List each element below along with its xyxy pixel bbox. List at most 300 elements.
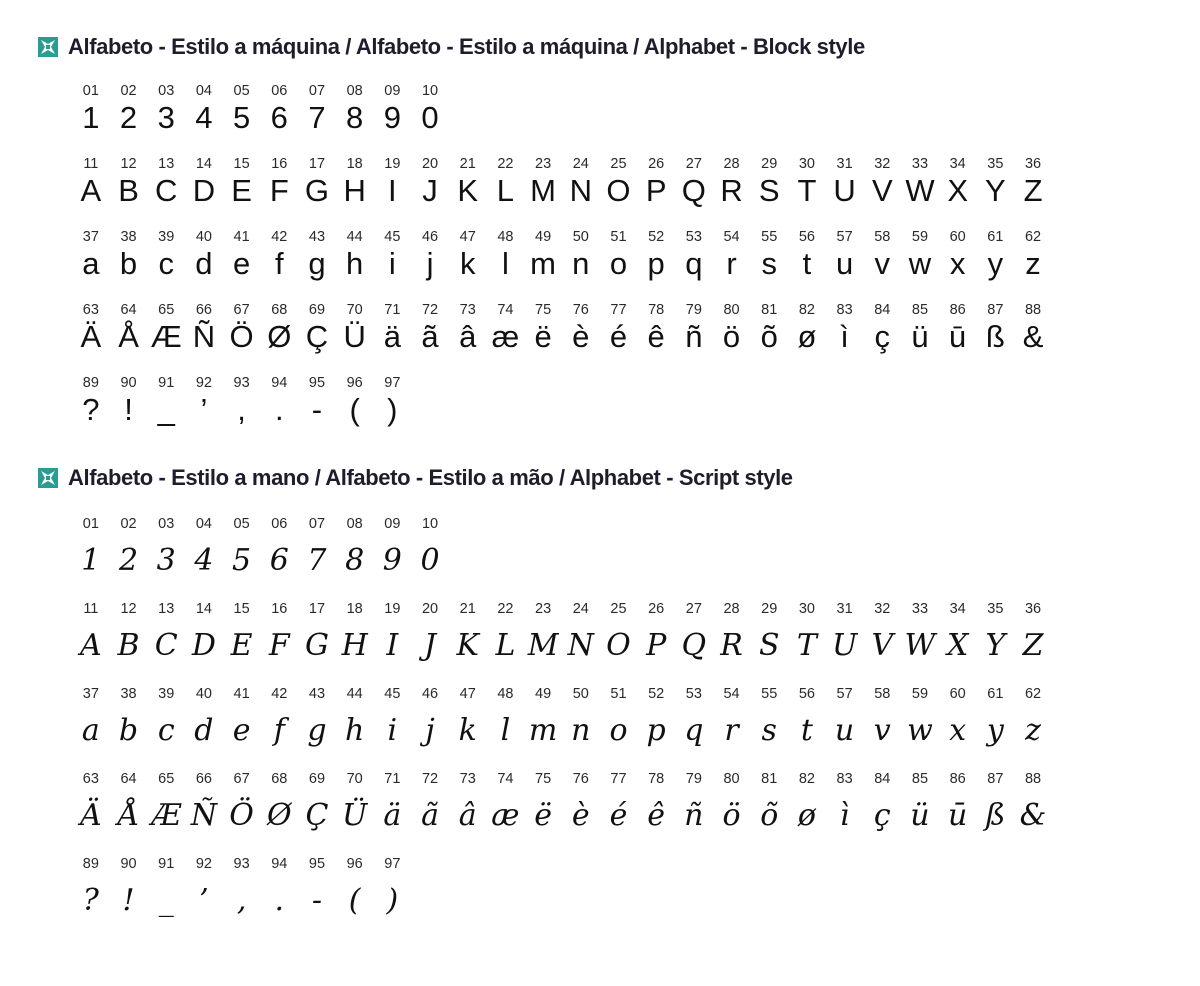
glyph-number: 08 [346,83,363,99]
glyph-character: ñ [685,319,703,354]
glyph-cell [110,768,148,853]
glyph-character: â [459,319,477,354]
glyph-cell [260,155,298,228]
glyph-character: è [571,798,590,833]
glyph-character: 9 [382,543,402,578]
glyph-row [72,155,1188,228]
glyph-cell [411,598,449,683]
glyph-character: ø [797,319,817,354]
glyph-character: é [609,798,628,833]
glyph-cell [72,301,110,374]
glyph-character: ê [647,798,666,833]
glyph-character: 8 [345,543,365,578]
glyph-character: a [82,246,100,281]
glyph-number: 75 [535,302,552,318]
glyph-cell [110,683,148,768]
glyph-number: 35 [987,601,1004,617]
glyph-cell [788,598,826,683]
glyph-number: 40 [195,686,212,702]
glyph-cell [449,598,487,683]
glyph-number: 61 [987,686,1004,702]
glyph-cell [185,301,223,374]
glyph-cell [110,598,148,683]
glyph-number: 40 [195,229,212,245]
glyph-row [72,82,1188,155]
glyph-number: 63 [82,302,99,318]
glyph-cell [524,228,562,301]
glyph-cell [72,155,110,228]
glyph-cell [863,228,901,301]
glyph-number: 49 [535,686,552,702]
glyph-number: 47 [459,686,476,702]
glyph-character: é [609,319,628,354]
glyph-number: 54 [723,686,740,702]
glyph-character: Æ [150,319,182,354]
glyph-number: 38 [120,229,137,245]
glyph-character: Ø [267,319,292,354]
glyph-number: 84 [874,771,891,787]
glyph-character: s [761,713,777,748]
glyph-number: 89 [82,375,99,391]
glyph-character: P [645,173,667,208]
glyph-number: 13 [158,156,175,172]
glyph-character: ì [840,319,849,354]
glyph-number: 56 [798,686,815,702]
glyph-number: 50 [572,229,589,245]
glyph-cell [826,598,864,683]
glyph-number: 25 [610,601,627,617]
glyph-cell [260,768,298,853]
glyph-character: ç [874,319,891,354]
glyph-number: 01 [82,516,99,532]
glyph-character: Ü [343,319,366,354]
glyph-number: 75 [535,771,552,787]
glyph-cell [185,683,223,768]
glyph-number: 70 [346,771,363,787]
glyph-character: 0 [420,543,440,578]
glyph-character: c [158,246,174,281]
glyph-number: 66 [195,302,212,318]
glyph-row [72,374,1188,447]
glyph-character: ë [534,319,552,354]
glyph-cell [939,598,977,683]
glyph-character: r [724,713,739,748]
glyph-cell [449,768,487,853]
glyph-character: S [758,628,780,663]
glyph-number: 61 [987,229,1004,245]
glyph-character: ’ [200,392,208,427]
glyph-cell [110,374,148,447]
glyph-cell [487,598,525,683]
glyph-number: 29 [761,156,778,172]
glyph-cell [110,82,148,155]
glyph-number: 85 [911,302,929,318]
glyph-number: 68 [271,302,288,318]
glyph-character: j [425,713,435,748]
glyph-character: w [907,713,933,748]
glyph-character: ’ [199,883,209,918]
glyph-cell [374,683,412,768]
glyph-character: 1 [81,543,101,578]
glyph-cell [411,155,449,228]
glyph-cell [675,598,713,683]
glyph-number: 45 [384,229,401,245]
glyph-cell [487,301,525,374]
glyph-number: 78 [648,302,665,318]
glyph-character: 2 [118,543,139,578]
glyph-number: 59 [911,686,929,702]
glyph-number: 74 [497,302,514,318]
glyph-character: c [157,713,175,748]
glyph-character: W [905,173,935,208]
glyph-cell [223,768,261,853]
glyph-number: 60 [949,229,966,245]
glyph-number: 55 [761,229,778,245]
glyph-number: 80 [723,771,740,787]
glyph-cell [713,598,751,683]
glyph-row [72,853,1188,938]
glyph-number: 04 [195,83,212,99]
glyph-cell [72,374,110,447]
glyph-number: 32 [874,156,891,172]
glyph-number: 10 [421,83,439,99]
glyph-cell [110,301,148,374]
glyph-character: R [720,628,743,663]
glyph-cell [901,768,939,853]
glyph-number: 88 [1024,302,1042,318]
glyph-character: ß [985,319,1005,354]
glyph-number: 22 [497,156,514,172]
glyph-number: 12 [120,601,137,617]
glyph-cell [675,155,713,228]
glyph-number: 90 [120,375,137,391]
glyph-number: 64 [120,302,137,318]
glyph-number: 53 [685,229,702,245]
glyph-character: ß [985,798,1006,833]
script-style-title: Alfabeto - Estilo a mano / Alfabeto - Estilo a mão / Alphabet - Script style [68,465,793,490]
glyph-cell [185,513,223,598]
glyph-character: f [274,246,284,281]
glyph-number: 77 [610,771,627,787]
glyph-cell [72,683,110,768]
glyph-cell [336,374,374,447]
glyph-number: 65 [158,302,175,318]
glyph-character: , [236,883,247,918]
glyph-number: 83 [836,771,853,787]
glyph-cell [449,301,487,374]
glyph-number: 74 [497,771,514,787]
glyph-character: u [835,246,854,281]
glyph-cell [939,683,977,768]
glyph-cell [185,853,223,938]
glyph-number: 94 [271,375,288,391]
glyph-character: ? [82,883,99,918]
glyph-number: 20 [421,601,439,617]
glyph-character: X [947,173,968,208]
glyph-character: Ö [229,798,254,833]
glyph-number: 17 [308,601,326,617]
glyph-cell [147,228,185,301]
glyph-number: 36 [1024,601,1042,617]
glyph-character: K [457,173,479,208]
glyph-character: 7 [307,543,327,578]
glyph-character: A [80,173,102,208]
glyph-cell [411,82,449,155]
glyph-number: 97 [384,856,401,872]
glyph-number: 10 [421,516,439,532]
glyph-number: 07 [308,83,326,99]
glyph-cell [750,598,788,683]
glyph-number: 23 [535,601,552,617]
glyph-number: 51 [610,686,627,702]
glyph-number: 43 [308,686,326,702]
glyph-character: J [422,173,438,208]
glyph-character: Ñ [190,798,218,833]
glyph-cell [487,768,525,853]
glyph-character: C [155,173,178,208]
glyph-number: 12 [120,156,137,172]
glyph-cell [788,683,826,768]
glyph-cell [675,228,713,301]
glyph-character: T [797,173,817,208]
glyph-cell [223,853,261,938]
glyph-cell [600,768,638,853]
glyph-number: 67 [233,302,250,318]
glyph-cell [826,228,864,301]
glyph-number: 34 [949,601,966,617]
glyph-cell [223,301,261,374]
glyph-number: 72 [421,302,439,318]
glyph-cell [863,683,901,768]
glyph-cell [185,82,223,155]
glyph-number: 33 [911,156,929,172]
glyph-cell [562,768,600,853]
glyph-number: 39 [158,686,175,702]
glyph-character: l [500,713,511,748]
glyph-number: 05 [233,516,250,532]
glyph-cell [637,155,675,228]
glyph-cell [487,683,525,768]
glyph-character: j [426,246,434,281]
glyph-character: F [268,628,290,663]
glyph-number: 31 [836,601,853,617]
glyph-number: 93 [233,375,250,391]
glyph-cell [411,301,449,374]
glyph-character: g [308,246,326,281]
glyph-character: s [761,246,777,281]
glyph-cell [826,683,864,768]
block-style-header [38,32,1188,62]
glyph-number: 24 [572,156,589,172]
glyph-number: 37 [82,686,99,702]
glyph-cell [977,301,1015,374]
glyph-character: X [946,628,969,663]
glyph-character: e [232,713,251,748]
glyph-number: 21 [459,156,476,172]
glyph-number: 17 [308,156,326,172]
glyph-number: 42 [271,229,288,245]
glyph-number: 89 [82,856,99,872]
glyph-cell [223,374,261,447]
glyph-number: 62 [1024,229,1042,245]
glyph-cell [336,301,374,374]
glyph-character: t [800,713,813,748]
glyph-character: O [606,173,631,208]
glyph-character: Ö [229,319,254,354]
glyph-cell [863,598,901,683]
glyph-cell [298,853,336,938]
glyph-cell [977,155,1015,228]
glyph-number: 35 [987,156,1004,172]
glyph-character: T [796,628,817,663]
glyph-cell [977,598,1015,683]
glyph-character: - [311,392,323,427]
glyph-number: 59 [911,229,929,245]
glyph-number: 71 [384,771,401,787]
glyph-character: 1 [82,100,100,135]
glyph-number: 92 [195,856,212,872]
glyph-number: 03 [158,83,175,99]
glyph-cell [901,228,939,301]
glyph-number: 42 [271,686,288,702]
glyph-character: a [81,713,100,748]
glyph-cell [72,228,110,301]
glyph-cell [336,228,374,301]
glyph-character: L [496,173,515,208]
glyph-cell [374,82,412,155]
glyph-character: n [571,713,591,748]
glyph-number: 96 [346,375,363,391]
glyph-cell [223,513,261,598]
glyph-number: 16 [271,601,288,617]
glyph-cell [562,301,600,374]
glyph-row [72,598,1188,683]
glyph-character: p [647,246,665,281]
glyph-character: o [609,713,628,748]
glyph-cell [939,301,977,374]
glyph-cell [562,155,600,228]
glyph-character: æ [491,798,520,833]
glyph-number: 18 [346,601,363,617]
glyph-character: r [726,246,737,281]
glyph-cell [788,301,826,374]
glyph-number: 47 [459,229,476,245]
glyph-number: 15 [233,601,250,617]
glyph-number: 76 [572,771,589,787]
glyph-character: Ç [305,319,329,354]
glyph-cell [298,513,336,598]
glyph-character: l [501,246,509,281]
glyph-character: z [1025,713,1041,748]
glyph-cell [260,853,298,938]
glyph-character: h [344,713,365,748]
glyph-cell [637,301,675,374]
glyph-cell [223,155,261,228]
glyph-number: 08 [346,516,363,532]
glyph-cell [72,82,110,155]
glyph-cell [260,683,298,768]
glyph-character: K [456,628,479,663]
glyph-number: 81 [761,302,778,318]
glyph-cell [147,301,185,374]
glyph-character: 8 [346,100,364,135]
glyph-cell [487,155,525,228]
glyph-number: 66 [195,771,212,787]
script-glyph-grid [72,513,1188,938]
glyph-cell [562,683,600,768]
glyph-number: 48 [497,686,514,702]
glyph-character: ç [873,798,891,833]
glyph-number: 63 [82,771,99,787]
glyph-character: ø [797,798,816,833]
glyph-cell [185,155,223,228]
glyph-number: 30 [798,601,815,617]
glyph-cell [600,228,638,301]
glyph-number: 58 [874,229,891,245]
glyph-number: 36 [1024,156,1042,172]
glyph-number: 69 [308,302,326,318]
glyph-character: B [118,173,139,208]
glyph-cell [147,768,185,853]
glyph-character: G [304,173,330,208]
glyph-number: 93 [233,856,250,872]
glyph-character: S [758,173,780,208]
glyph-cell [901,155,939,228]
glyph-number: 80 [723,302,740,318]
glyph-character: è [572,319,590,354]
glyph-character: J [424,628,437,663]
glyph-cell [788,228,826,301]
glyph-number: 95 [308,375,326,391]
glyph-cell [147,683,185,768]
glyph-number: 79 [685,302,702,318]
glyph-cell [562,598,600,683]
glyph-cell [637,598,675,683]
glyph-character: Æ [151,798,182,833]
glyph-cell [675,683,713,768]
glyph-character: Å [117,798,140,833]
glyph-number: 04 [195,516,212,532]
glyph-cell [411,683,449,768]
glyph-character: d [195,246,213,281]
glyph-character: G [304,628,329,663]
glyph-number: 39 [158,229,175,245]
glyph-number: 14 [195,156,212,172]
glyph-number: 60 [949,686,966,702]
glyph-cell [675,768,713,853]
glyph-cell [110,853,148,938]
glyph-row [72,301,1188,374]
glyph-character: f [273,713,285,748]
glyph-cell [223,683,261,768]
glyph-number: 56 [798,229,815,245]
glyph-number: 19 [384,601,401,617]
glyph-cell [1014,598,1052,683]
glyph-cell [826,768,864,853]
glyph-character: i [388,246,396,281]
glyph-cell [298,301,336,374]
glyph-cell [939,768,977,853]
glyph-cell [336,683,374,768]
glyph-cell [826,301,864,374]
glyph-cell [977,768,1015,853]
glyph-cell [147,374,185,447]
glyph-number: 41 [233,686,250,702]
glyph-cell [110,228,148,301]
glyph-cell [637,768,675,853]
glyph-number: 31 [836,156,853,172]
glyph-cell [524,768,562,853]
